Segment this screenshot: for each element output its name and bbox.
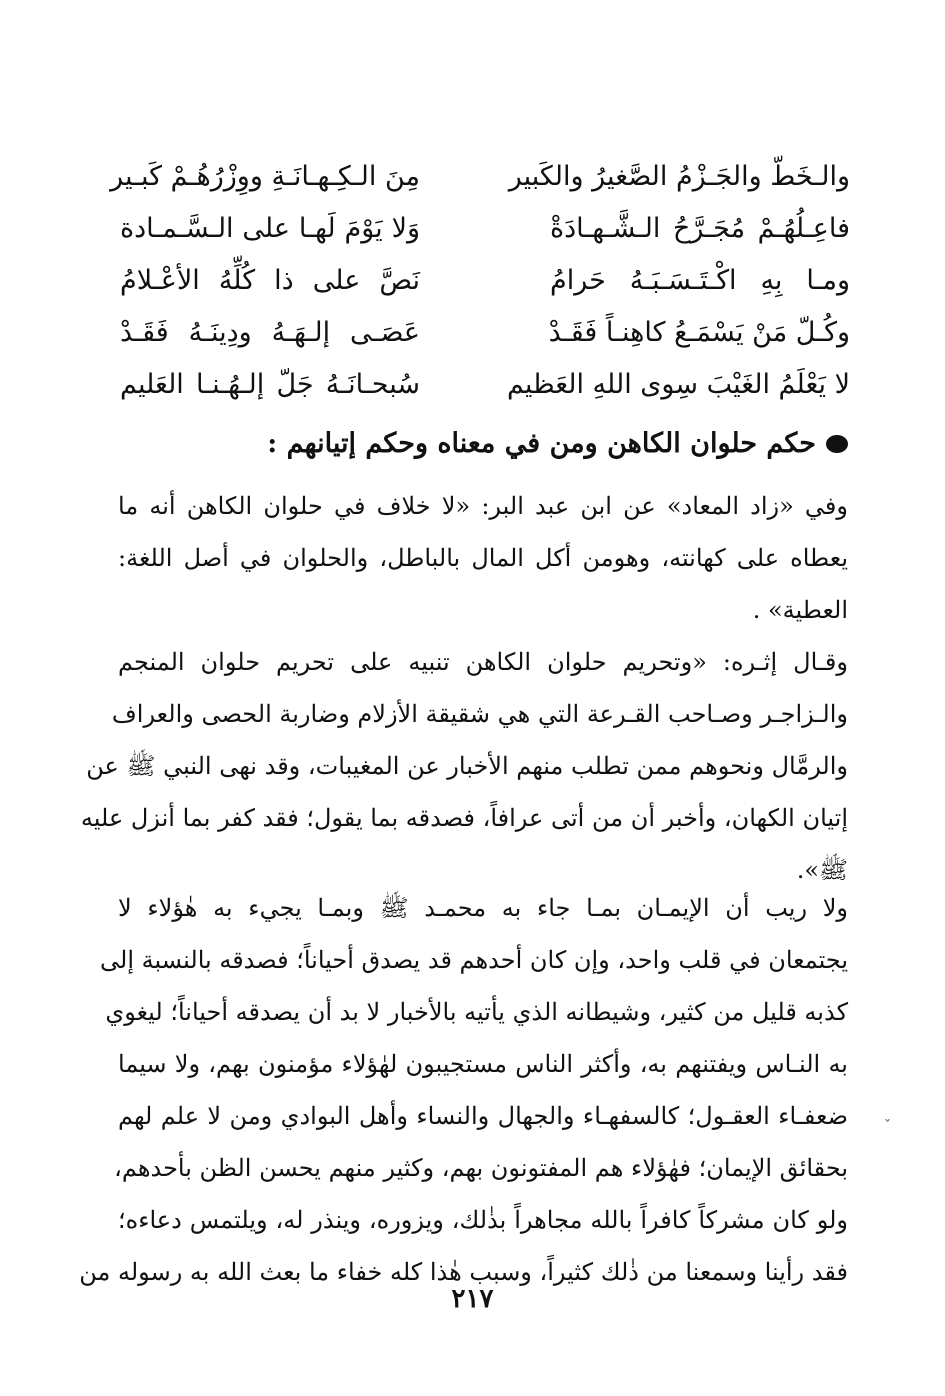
verse-first-hemistich: وكُـلّ مَنْ يَسْمَـعُ كاهِنـاً فَقَـدْ (548, 316, 850, 348)
text-line: إتيان الكهان، وأخبر أن من أتى عرافاً، فصدقه بما يقول؛ فقد كفر بما أنزل عليه (80, 804, 848, 832)
text-line: والرمَّال ونحوهم ممن تطلب منهم الأخبار عن المغيبات، وقد نهى النبي ﷺ عن (86, 752, 848, 780)
verse-second-hemistich: عَصَـى إلـهَـهُ ودِينَـهُ فَقَـدْ (120, 316, 420, 348)
verse-second-hemistich: وَلا يَوْمَ لَهـا على الـسَّـمـادة (120, 212, 420, 244)
verse-first-hemistich: والـخَطّ والجَـزْمُ الصَّغيرُ والكَبير (508, 160, 850, 192)
scan-mark-icon: ˇ (884, 1118, 891, 1134)
section-heading-text: حكم حلوان الكاهن ومن في معناه وحكم إتيانهم : (267, 428, 816, 459)
verse-first-hemistich: فاعِـلُهُـمْ مُجَـرَّحُ الـشَّـهـادَةْ (550, 212, 850, 244)
text-line: وفي «زاد المعاد» عن ابن عبد البر: «لا خلاف في حلوان الكاهن أنه ما (118, 492, 848, 520)
verse-second-hemistich: سُبحـانَـهُ جَلّ إلـهُـنـا العَليم (120, 368, 420, 400)
verse-first-hemistich: لا يَعْلَمُ الغَيْبَ سِوى اللهِ العَظيم (506, 368, 850, 400)
text-line: العطية» . (752, 596, 848, 624)
paragraph-iman (79, 882, 848, 1298)
text-line: بحقائق الإيمان؛ فهٰؤلاء هم المفتونون بهم، وكثير منهم يحسن الظن بأحدهم، (114, 1154, 848, 1182)
text-line: ولو كان مشركاً كافراً بالله مجاهراً بذٰلك، ويزوره، وينذر له، ويلتمس دعاءه؛ (118, 1206, 848, 1234)
verse-second-hemistich: نَصَّ على ذا كُلِّهُ الأعْـلامُ (120, 264, 420, 296)
poem-verse (120, 358, 850, 410)
verse-second-hemistich: مِنَ الـكِـهـانَـةِ ووِزْرُهُـمْ كَبـير (110, 160, 420, 192)
poem-verse (120, 254, 850, 306)
paragraph-zad-al-maad (118, 480, 848, 636)
text-line: ﷺ». (796, 856, 848, 884)
bullet-icon (826, 435, 848, 453)
text-line: يعطاه على كهانته، وهومن أكل المال بالباطل، والحلوان في أصل اللغة: (118, 544, 849, 572)
text-line: والـزاجـر وصـاحب القـرعة التي هي شقيقة الأزلام وضاربة الحصى والعراف (111, 700, 848, 728)
paragraph-athar (80, 636, 848, 896)
text-line: فقد رأينا وسمعنا من ذٰلك كثيراً، وسبب هٰذا كله خفاء ما بعث الله به رسوله من (79, 1258, 848, 1286)
text-line: يجتمعان في قلب واحد، وإن كان أحدهم قد يصدق أحياناً؛ فصدقه بالنسبة إلى (100, 946, 848, 974)
text-line: به النـاس ويفتنهم به، وأكثر الناس مستجيبون لهٰؤلاء مؤمنون بهم، ولا سيما (118, 1050, 848, 1078)
poem-verse (120, 306, 850, 358)
poem-verse (110, 150, 850, 202)
poem-block (110, 150, 850, 410)
text-line: ولا ريب أن الإيمـان بمـا جاء به محمـد ﷺ وبمـا يجيء به هٰؤلاء لا (118, 894, 848, 922)
text-line: كذبه قليل من كثير، وشيطانه الذي يأتيه بالأخبار لا بد أن يصدقه أحياناً؛ ليغوي (105, 998, 848, 1026)
verse-first-hemistich: ومـا بِهِ اكْـتَـسَـبَـهُ حَرامُ (550, 264, 850, 296)
section-heading (267, 428, 848, 459)
text-line: ضعفـاء العقـول؛ كالسفهـاء والجهال والنساء وأهل البوادي ومن لا علم لهم (118, 1102, 848, 1130)
page-number: ٢١٧ (451, 1284, 494, 1314)
poem-verse (120, 202, 850, 254)
text-line: وقـال إثـره: «وتحريم حلوان الكاهن تنبيه على تحريم حلوان المنجم (118, 648, 848, 676)
